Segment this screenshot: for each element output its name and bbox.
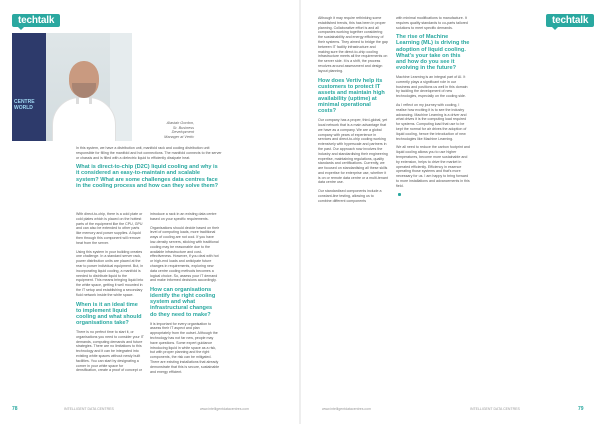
body-text: Our standardised components include a constant-line testing, allowing us to combine different components: [318, 189, 382, 203]
caption-name: Alastair Gordon,: [166, 121, 194, 125]
body-text: Organisations should decide based on their level of computing loads, more traditional ways of cooling are not cool. If you have low-density servers, sticking with traditional cooling may be reasonable due to the available infrastructure and cost-effectiveness. However, if you deal with hot or high-end loads and anticipate future changes in requirements, exploring new data centre cooling methods becomes a logical choice. So, assess your IT demand and make informed decisions accordingly.: [150, 225, 220, 283]
body-text: Although it may require rethinking some established trends, this has been in proper planning. Collaborative effort is and all companies working together considering the sustainability and energy efficiency of their systems. They aimed to bridge the gap between IT facility infrastructure and making sure the direct-to-chip cooling infrastructure meets all the requirements on the server side. It is a shift, the process revolves around assessment and design layout planning.: [318, 16, 388, 73]
logo-speech-tip: [552, 27, 558, 30]
question-heading: The rise of Machine Learning (ML) is driving the adoption of liquid cooling. What's your take on this and how do you see it evolving in the future?: [396, 34, 470, 71]
photo-caption: [134, 121, 194, 139]
page-number-right: 79: [578, 406, 584, 412]
column-2: [150, 212, 220, 378]
question-heading: When is it an ideal time to implement liquid cooling and what should organisations take?: [76, 301, 142, 326]
caption-line: Sr. Business: [172, 125, 194, 130]
end-mark-icon: [398, 193, 401, 196]
techtalk-logo-right: [546, 14, 594, 27]
body-text: In this system, we have a distribution unit, manifold rack and cooling distribution unit responsible for filling the manifold and hot connections. The manifold connects to the server or chassis and is filled with a dielectric liquid to efficiently dissipate heat.: [76, 146, 222, 160]
footer-magazine-left: INTELLIGENT DATA CENTRES: [64, 407, 114, 411]
question-heading: What is direct-to-chip (D2C) liquid cooling and why is it considered an easy-to-maintain and scalable system? What are some challenges data centres face in the cooling process and how can they solve them?: [76, 164, 219, 189]
techtalk-logo-left: [12, 14, 60, 27]
footer-magazine-right: INTELLIGENT DATA CENTRES: [470, 407, 520, 411]
caption-line: Development: [171, 130, 194, 135]
question-heading: How does Vertiv help its customers to protect IT assets and maintain high availability (uptime) at minimal operational costs?: [318, 77, 385, 115]
intro-paragraph: [76, 146, 222, 193]
page-gutter: [299, 0, 301, 424]
photo-banner: [12, 33, 46, 141]
column-3: [318, 16, 388, 208]
body-text: There is no perfect time to start it, or organisations you need to consider your IT demands, computing demands and future strategies. There are no limitations to this technology and it can be integrated into existing white spaces without newly built facilities. You can start by designating a corner in your white space for densification, create a proof of concept or: [76, 329, 144, 373]
logo-speech-tip: [18, 27, 24, 30]
body-text: With direct-to-chip, there is a cold plate or cold plates which is placed on the hottest parts of the equipment like the CPU, GPU and can also be extended to other parts like memory and power supplies. A liquid then through this component will remove heat from the server.: [76, 212, 143, 245]
interviewee-photo: [12, 33, 132, 141]
photo-banner-text: CENTRE WORLD: [14, 99, 35, 111]
column-1: [76, 212, 144, 377]
body-text: It is important for every organisation to assess their IT aspect and plan appropriately from the outset. Although the technology has not far new, people may have questions. Some expert guidance introducing liquid in white space as a risk, but with proper planning and the right components, the risk can be mitigated. There are existing installations that already demonstrate that this is secure, sustainable and energy efficient.: [150, 321, 220, 374]
body-text: Using this system in your building creates one challenge. In a standard server rack, power distribution units are placed at the rear to power individual equipment. But, in incorporating liquid cooling, a manifold is needed to distribute liquid to the equipment. This means bringing liquid into the white space, getting it well mounted in the IT setup and establishing a secondary fluid network inside the white space.: [76, 249, 144, 297]
body-text: with minimal modifications to manufacture. It requires quality standards to co-parts tailored solutions to meet specific demands.: [396, 16, 468, 30]
column-4: [396, 16, 470, 197]
body-text: Our company has a proper, third-global, yet local network that is a main advantage that we have as a company. We are a global company with years of experience in services and direct-to-chip cooling working extensively with hyperscale and partners in the past. Our approach now involves the industry and standardising their engineering expertise, maintaining regulations, quality standards and certifications. Currently, we are focused on standardising all these skills and expertise for enterprise use, whether it is on or remote data centre or a multi-tenant data centre use.: [318, 118, 388, 185]
footer-website-left: www.intelligentdatacentres.com: [200, 407, 250, 411]
body-text: We all need to reduce the carbon footprint and liquid cooling allows you to use higher temperatures, become more sustainable and by extension, helps to drive the market in operated efficiently. Efficiency in essence operating those systems and that's more necessary for us. I am happy to bring forward to more installations and advancements in this field.: [396, 145, 470, 188]
logo-text: techtalk: [18, 15, 55, 26]
page-number-left: 78: [12, 406, 18, 412]
body-text: introduce a rack in an existing data centre based on your specific requirements.: [150, 212, 217, 221]
question-heading: How can organisations identify the right cooling system and what infrastructural changes do they need to make?: [150, 287, 216, 318]
caption-line: Manager at Vertiv: [164, 134, 194, 139]
footer-website-right: www.intelligentdatacentres.com: [322, 407, 372, 411]
body-text: Machine Learning is an integral part of AI. It currently plays a significant role in our business and positions us well in this domain by tackling the development of new technologies, especially on the cooling side.: [396, 74, 468, 99]
body-text: As I reflect on my journey with cooling, I realise how exciting it is to see the industry advancing. Machine Learning is a driver and what drives it is the computing load required for systems. Computing load that use to be kept the normal for air drives the adoption of liquid cooling, hence the introduction of new technologies like Machine Learning.: [396, 102, 467, 141]
logo-text: techtalk: [552, 15, 589, 26]
